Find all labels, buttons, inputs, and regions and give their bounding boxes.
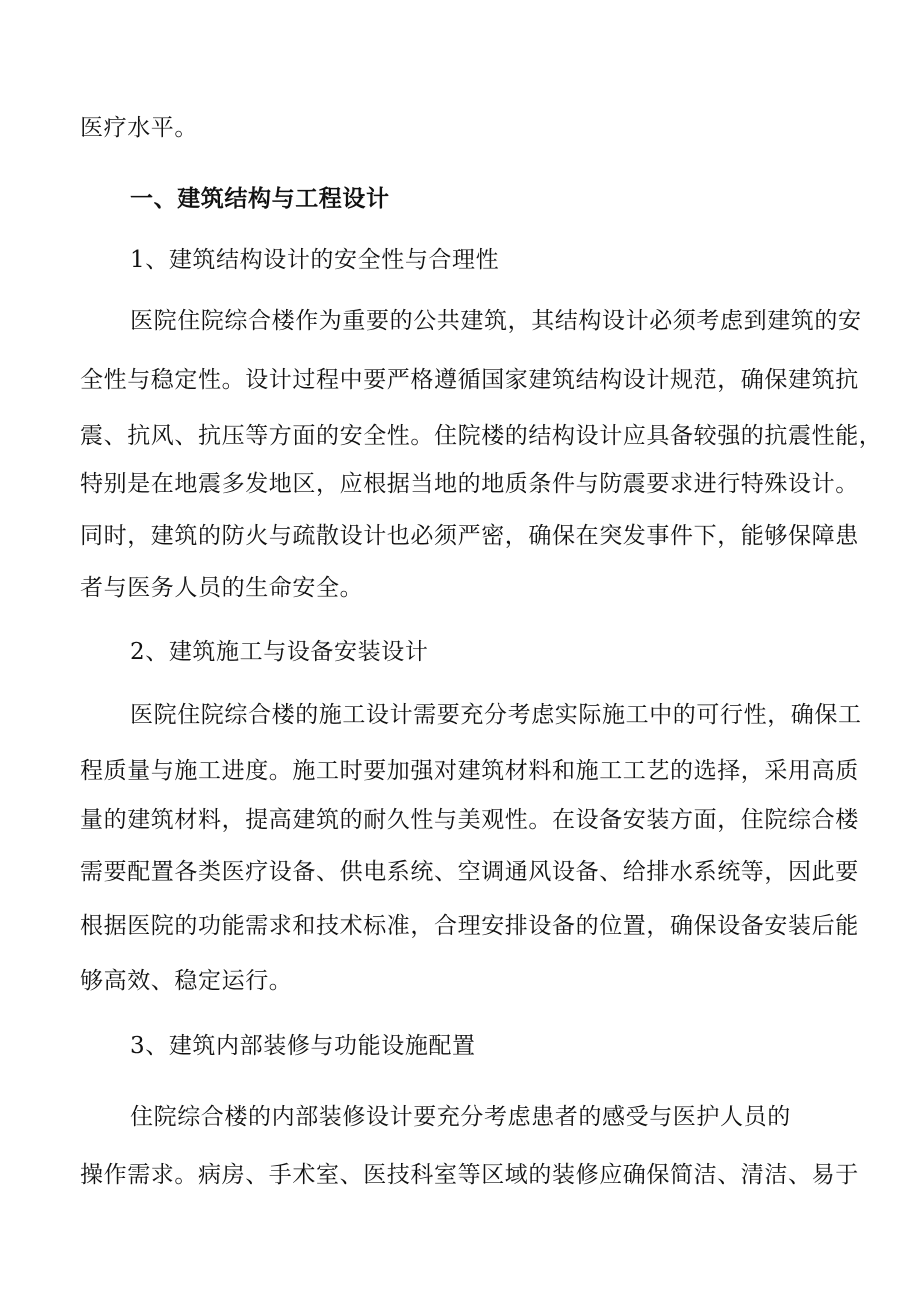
paragraph-line: 全性与稳定性。设计过程中要严格遵循国家建筑结构设计规范，确保建筑抗 (80, 367, 859, 393)
paragraph-line: 住院综合楼的内部装修设计要充分考虑患者的感受与医护人员的 (130, 1104, 791, 1130)
section-heading: 一、建筑结构与工程设计 (130, 185, 390, 212)
paragraph-line: 医院住院综合楼作为重要的公共建筑，其结构设计必须考虑到建筑的安 (130, 308, 862, 334)
subsection-heading: 3、建筑内部装修与功能设施配置 (130, 1033, 476, 1059)
paragraph-line: 量的建筑材料，提高建筑的耐久性与美观性。在设备安装方面，住院综合楼 (80, 807, 859, 833)
paragraph-line: 程质量与施工进度。施工时要加强对建筑材料和施工工艺的选择，采用高质 (80, 758, 859, 784)
paragraph-line: 够高效、稳定运行。 (80, 968, 293, 994)
subsection-heading: 1、建筑结构设计的安全性与合理性 (130, 247, 500, 273)
paragraph-line: 需要配置各类医疗设备、供电系统、空调通风设备、给排水系统等，因此要 (80, 859, 859, 885)
paragraph-line: 操作需求。病房、手术室、医技科室等区域的装修应确保简洁、清洁、易于 (80, 1162, 859, 1188)
paragraph-line: 医疗水平。 (80, 115, 198, 141)
paragraph-line: 震、抗风、抗压等方面的安全性。住院楼的结构设计应具备较强的抗震性能， (80, 423, 883, 449)
paragraph-line: 医院住院综合楼的施工设计需要充分考虑实际施工中的可行性，确保工 (130, 702, 862, 728)
paragraph-line: 同时，建筑的防火与疏散设计也必须严密，确保在突发事件下，能够保障患 (80, 523, 859, 549)
paragraph-line: 者与医务人员的生命安全。 (80, 575, 364, 601)
subsection-heading: 2、建筑施工与设备安装设计 (130, 639, 429, 665)
paragraph-line: 特别是在地震多发地区，应根据当地的地质条件与防震要求进行特殊设计。 (80, 471, 859, 497)
paragraph-line: 根据医院的功能需求和技术标准，合理安排设备的位置，确保设备安装后能 (80, 913, 859, 939)
